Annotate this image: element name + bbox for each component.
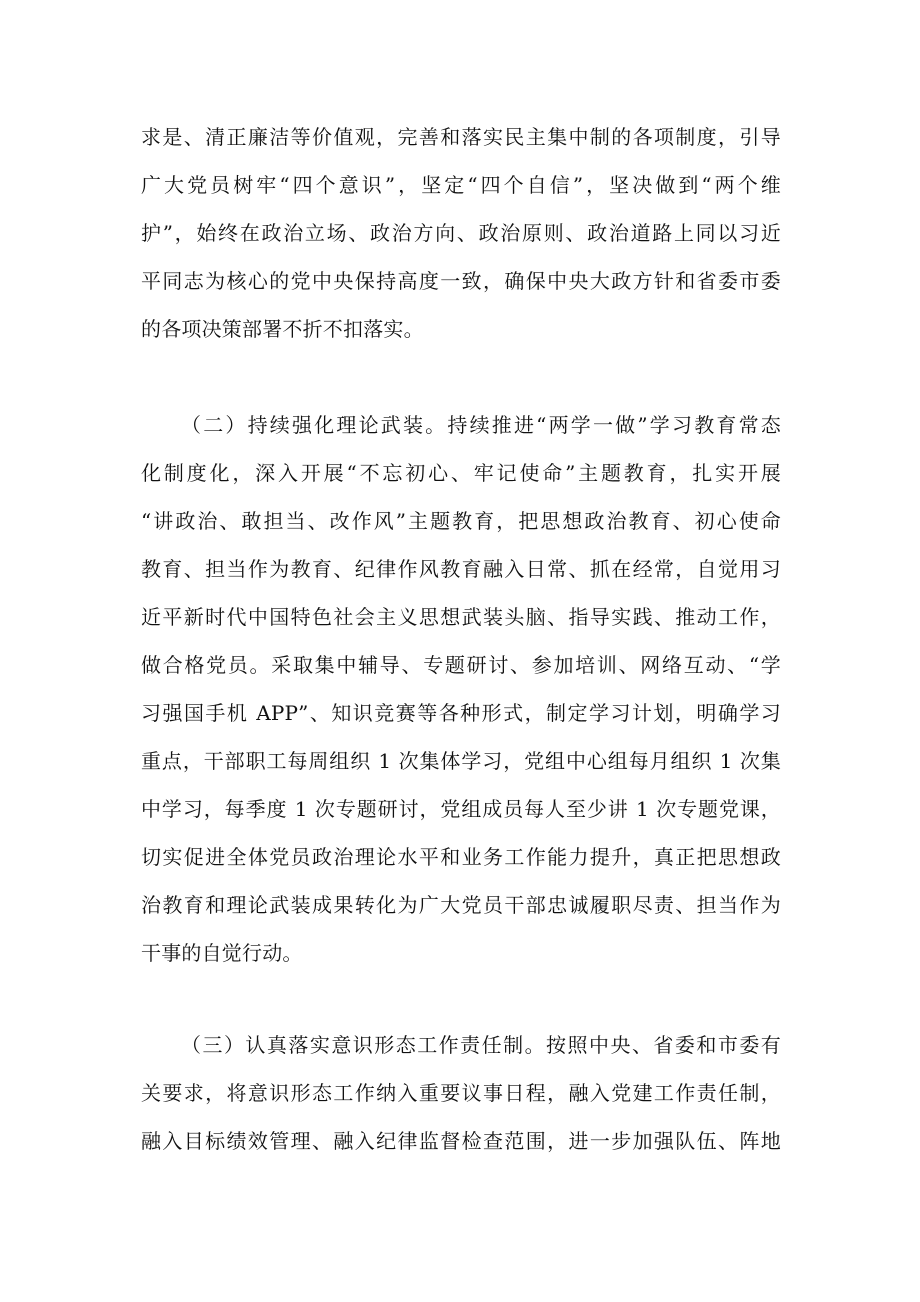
text-line: 求是、清正廉洁等价值观，完善和落实民主集中制的各项制度，引导 [141, 125, 781, 149]
text-line: 治教育和理论武装成果转化为广大党员干部忠诚履职尽责、担当作为 [141, 893, 781, 917]
text-line: 重点，干部职工每周组织 1 次集体学习，党组中心组每月组织 1 次集 [141, 749, 781, 773]
text-line: 教育、担当作为教育、纪律作风教育融入日常、抓在经常，自觉用习 [141, 557, 781, 581]
text-line: 做合格党员。采取集中辅导、专题研讨、参加培训、网络互动、“学 [141, 653, 781, 677]
text-line: 习强国手机 APP”、知识竞赛等各种形式，制定学习计划，明确学习 [141, 701, 781, 725]
text-line: 化制度化，深入开展“不忘初心、牢记使命”主题教育，扎实开展 [141, 461, 781, 485]
text-line: 的各项决策部署不折不扣落实。 [141, 317, 424, 341]
text-line-indented: （三）认真落实意识形态工作责任制。按照中央、省委和市委有 [181, 1033, 781, 1057]
text-line: 融入目标绩效管理、融入纪律监督检查范围，进一步加强队伍、阵地 [141, 1129, 781, 1153]
text-line-indented: （二）持续强化理论武装。持续推进“两学一做”学习教育常态 [181, 413, 781, 437]
text-line: 切实促进全体党员政治理论水平和业务工作能力提升，真正把思想政 [141, 845, 781, 869]
text-line: “讲政治、敢担当、改作风”主题教育，把思想政治教育、初心使命 [141, 509, 781, 533]
text-line: 中学习，每季度 1 次专题研讨，党组成员每人至少讲 1 次专题党课， [141, 797, 781, 821]
text-line: 广大党员树牢“四个意识”，坚定“四个自信”，坚决做到“两个维 [141, 173, 781, 197]
text-line: 平同志为核心的党中央保持高度一致，确保中央大政方针和省委市委 [141, 269, 781, 293]
paragraph-2 [141, 401, 781, 977]
text-line: 护”，始终在政治立场、政治方向、政治原则、政治道路上同以习近 [141, 221, 781, 245]
text-line: 关要求，将意识形态工作纳入重要议事日程，融入党建工作责任制， [141, 1081, 781, 1105]
paragraph-1 [141, 113, 781, 353]
text-line: 近平新时代中国特色社会主义思想武装头脑、指导实践、推动工作， [141, 605, 781, 629]
paragraph-3 [141, 1021, 781, 1165]
text-line: 干事的自觉行动。 [141, 941, 303, 965]
